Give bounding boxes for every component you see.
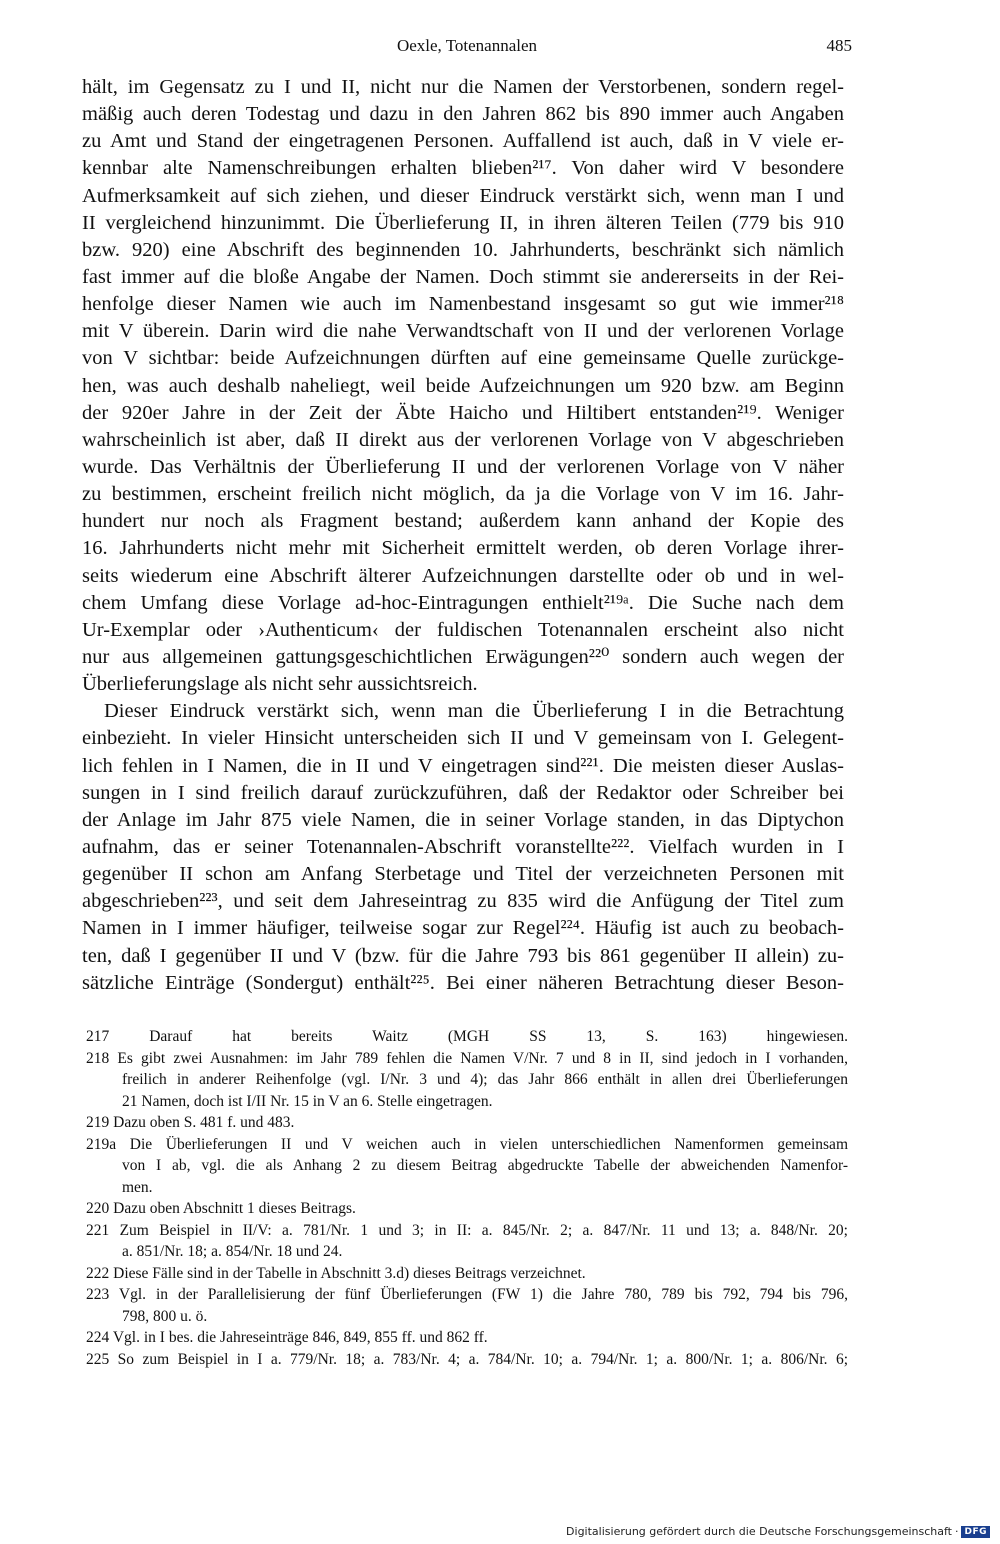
footnote-217: 217 Darauf hat bereits Waitz (MGH SS 13, S. 163) hingewiesen. — [86, 1028, 848, 1045]
footnote-219a-cont: von I ab, vgl. die als Anhang 2 zu diesem Beitrag abgedruckte Tabelle der abweichenden Namenfor- — [122, 1157, 848, 1174]
footnote-221-cont: a. 851/Nr. 18; a. 854/Nr. 18 und 24. — [122, 1243, 343, 1260]
footnote-219: 219 Dazu oben S. 481 f. und 483. — [86, 1114, 295, 1131]
body-line: nur aus allgemeinen gattungsgeschichtlichen Erwägungen²²⁰ sondern auch wegen der — [82, 645, 844, 668]
body-line: sätzliche Einträge (Sondergut) enthält²²⁵. Bei einer näheren Betrachtung dieser Beson- — [82, 971, 844, 994]
body-line: gegenüber II schon am Anfang Sterbetage und Titel der verzeichneten Personen mit — [82, 863, 844, 886]
body-line: lich fehlen in I Namen, die in II und V eingetragen sind²²¹. Die meisten dieser Auslas- — [82, 754, 844, 777]
footnote-219a: 219a Die Überlieferungen II und V weichen auch in vielen unterschiedlichen Namenformen gemeinsam — [86, 1135, 848, 1153]
body-line: hält, im Gegensatz zu I und II, nicht nur die Namen der Verstorbenen, sondern regel- — [82, 76, 844, 98]
body-line: mäßig auch deren Todestag und dazu in den Jahren 862 bis 890 immer auch Angaben — [82, 103, 844, 126]
page-number: 485 — [826, 36, 852, 55]
body-line: Dieser Eindruck verstärkt sich, wenn man die Überlieferung I in die Betrachtung — [104, 700, 844, 723]
body-line: Überlieferungslage als nicht sehr aussichtsreich. — [82, 673, 478, 696]
body-line: mit V überein. Darin wird die nahe Verwandtschaft von II und der verlorenen Vorlage — [82, 320, 844, 343]
body-line: von V sichtbar: beide Aufzeichnungen dürften auf eine gemeinsame Quelle zurückge- — [82, 347, 844, 370]
body-line: einbezieht. In vieler Hinsicht unterscheiden sich II und V gemeinsam von I. Gelegent- — [82, 727, 844, 750]
footnotes — [86, 1026, 848, 1370]
body-line: 16. Jahrhunderts nicht mehr mit Sicherheit ermittelt werden, ob deren Vorlage ihrer- — [82, 537, 844, 560]
body-line: fast immer auf die bloße Angabe der Namen. Doch stimmt sie andererseits in der Rei- — [82, 265, 844, 288]
body-line: ten, daß I gegenüber II und V (bzw. für die Jahre 793 bis 861 gegenüber II allein) zu- — [82, 944, 844, 967]
body-line: der 920er Jahre in der Zeit der Äbte Haicho und Hiltibert entstanden²¹⁹. Weniger — [82, 401, 844, 424]
body-line: wahrscheinlich ist aber, daß II direkt aus der verlorenen Vorlage von V abgeschrieben — [82, 428, 844, 451]
dfg-logo-icon: DFG — [961, 1526, 990, 1538]
body-line: hundert nur noch als Fragment bestand; außerdem kann anhand der Kopie des — [82, 510, 844, 533]
digitization-footer: Digitalisierung gefördert durch die Deutsche Forschungsgemeinschaft · DFG — [566, 1525, 990, 1538]
body-line: kennbar alte Namenschreibungen erhalten blieben²¹⁷. Von daher wird V besondere — [82, 157, 844, 180]
body-line: seits wiederum eine Abschrift älterer Aufzeichnungen darstellte oder ob und in wel- — [82, 564, 844, 587]
footnote-223-cont: 798, 800 u. ö. — [122, 1307, 208, 1325]
footnote-218: 218 Es gibt zwei Ausnahmen: im Jahr 789 fehlen die Namen V/Nr. 7 und 8 in II, sind jedoch in I vorhanden, — [86, 1049, 848, 1067]
running-header — [82, 36, 852, 62]
body-line: Namen in I immer häufiger, teilweise sogar zur Regel²²⁴. Häufig ist auch zu beobach- — [82, 917, 844, 940]
body-line: II vergleichend hinzunimmt. Die Überlieferung II, in ihren älteren Teilen (779 bis 910 — [82, 211, 844, 234]
body-line: abgeschrieben²²³, und seit dem Jahreseintrag zu 835 wird die Anfügung der Titel zum — [82, 890, 844, 913]
footnote-224: 224 Vgl. in I bes. die Jahreseinträge 846, 849, 855 ff. und 862 ff. — [86, 1329, 488, 1346]
footnote-220: 220 Dazu oben Abschnitt 1 dieses Beitrags. — [86, 1200, 356, 1217]
footnote-225: 225 So zum Beispiel in I a. 779/Nr. 18; a. 783/Nr. 4; a. 784/Nr. 10; a. 794/Nr. 1; a. 800/Nr. 1; a. 806/Nr. 6; — [86, 1350, 848, 1368]
body-line: aufnahm, das er seiner Totenannalen-Abschrift voranstellte²²². Vielfach wurden in I — [82, 835, 844, 858]
body-line: der Anlage im Jahr 875 viele Namen, die in seiner Vorlage standen, in das Diptychon — [82, 808, 844, 831]
body-line: sungen in I sind freilich darauf zurückzuführen, daß der Redaktor oder Schreiber bei — [82, 781, 844, 804]
body-line: henfolge dieser Namen wie auch im Namenbestand insgesamt so gut wie immer²¹⁸ — [82, 293, 844, 316]
body-line: zu Amt und Stand der eingetragenen Personen. Auffallend ist auch, daß in V viele er- — [82, 130, 844, 153]
body-line: hen, was auch deshalb naheliegt, weil beide Aufzeichnungen um 920 bzw. am Beginn — [82, 374, 844, 397]
body-text — [82, 74, 844, 997]
body-line: bzw. 920) eine Abschrift des beginnenden 10. Jahrhunderts, beschränkt sich nämlich — [82, 238, 844, 261]
footnote-218-cont: 21 Namen, doch ist I/II Nr. 15 in V an 6. Stelle eingetragen. — [122, 1092, 493, 1110]
footnote-219a-cont: men. — [122, 1178, 153, 1196]
body-line: Ur-Exemplar oder ›Authenticum‹ der fuldischen Totenannalen erscheint also nicht — [82, 618, 844, 641]
running-title: Oexle, Totenannalen — [396, 36, 538, 55]
body-line: chem Umfang diese Vorlage ad-hoc-Eintragungen enthielt²¹⁹ᵃ. Die Suche nach dem — [82, 591, 844, 614]
footnote-223: 223 Vgl. in der Parallelisierung der fünf Überlieferungen (FW 1) die Jahre 780, 789 bis 792, 794 bis 796, — [86, 1286, 848, 1303]
footnote-222: 222 Diese Fälle sind in der Tabelle in Abschnitt 3.d) dieses Beitrags verzeichnet. — [86, 1264, 586, 1282]
body-line: Aufmerksamkeit auf sich ziehen, und dieser Eindruck verstärkt sich, wenn man I und — [82, 184, 844, 207]
body-line: zu bestimmen, erscheint freilich nicht möglich, da ja die Vorlage von V im 16. Jahr- — [82, 483, 844, 506]
body-line: wurde. Das Verhältnis der Überlieferung II und der verlorenen Vorlage von V näher — [82, 455, 844, 478]
footnote-218-cont: freilich in anderer Reihenfolge (vgl. I/Nr. 3 und 4); das Jahr 866 enthält in allen drei Überlieferungen — [122, 1071, 848, 1088]
footnote-221: 221 Zum Beispiel in II/V: a. 781/Nr. 1 und 3; in II: a. 845/Nr. 2; a. 847/Nr. 11 und 13; a. 848/Nr. 20; — [86, 1221, 848, 1239]
footer-text: Digitalisierung gefördert durch die Deutsche Forschungsgemeinschaft — [566, 1525, 952, 1538]
